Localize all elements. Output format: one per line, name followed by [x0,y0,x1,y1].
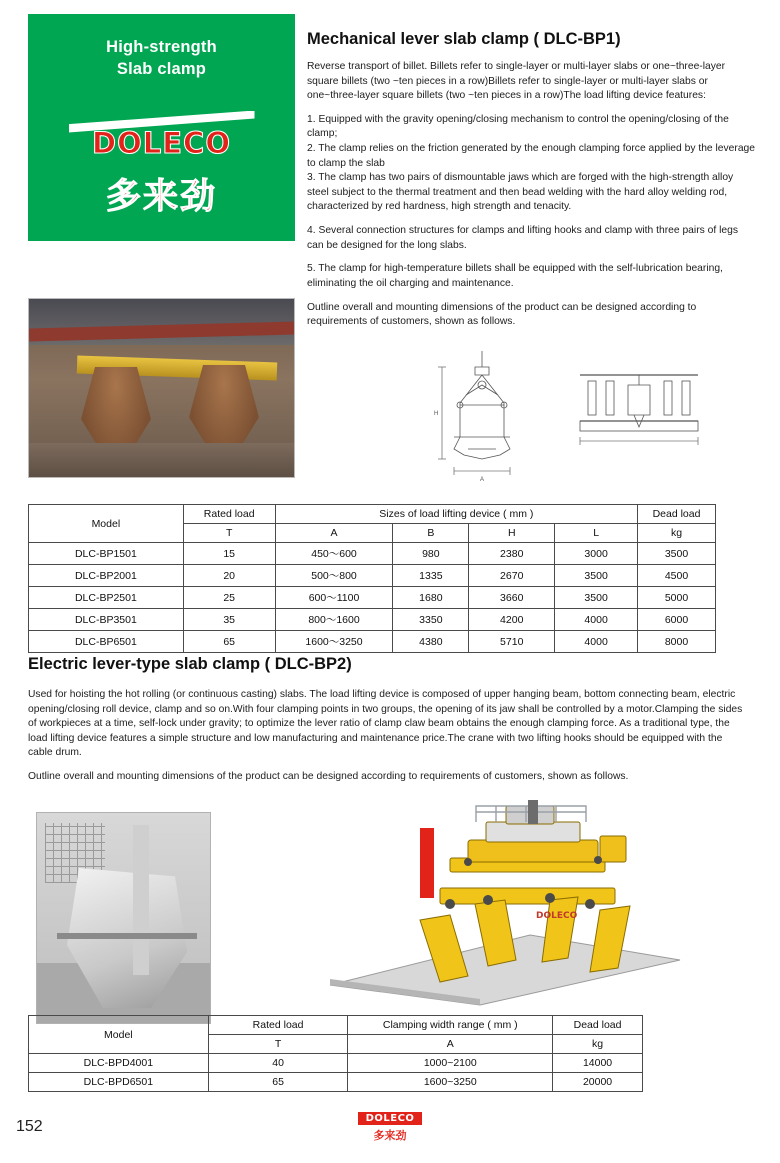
table2-r1-c1: 65 [208,1073,348,1092]
table1-r1-c5: 3500 [555,565,638,587]
section1-item4: 4. Several connection structures for clamps and lifting hooks and clamp with three pairs of legs can be designed for the long slabs. [307,225,738,251]
electric-clamp-svg [300,800,700,1010]
table1-r0-c4: 2380 [469,543,555,565]
table1-r0-c6: 3500 [638,543,716,565]
table2-r0-c3: 14000 [553,1054,643,1073]
table1-r3-c0: DLC-BP3501 [29,609,184,631]
table1-unit-h: H [469,524,555,543]
table1-r2-c5: 3500 [555,587,638,609]
electric-clamp-photo-bw [36,812,211,1024]
table1-th-sizes: Sizes of load lifting device ( mm ) [275,505,637,524]
table1-r4-c0: DLC-BP6501 [29,631,184,653]
table1-unit-kg: kg [638,524,716,543]
doleco-logo [67,111,257,219]
table2-r0-c0: DLC-BPD4001 [29,1054,209,1073]
logo-wordmark: DOLECO [92,125,231,160]
table1-r2-c2: 600～1100 [275,587,393,609]
table1-container [28,504,716,653]
table1-r1-c6: 4500 [638,565,716,587]
table2-r0-c1: 40 [208,1054,348,1073]
table2-unit-t: T [208,1035,348,1054]
table1-header-row [29,505,716,524]
table2-r1-c0: DLC-BPD6501 [29,1073,209,1092]
table1-r1-c3: 1335 [393,565,469,587]
table1-r0-c3: 980 [393,543,469,565]
section1-item5: 5. The clamp for high-temperature billets shall be equipped with the self-lubrication bearing, eliminating the oil charging and maintenance. [307,263,723,289]
table1-r0-c1: 15 [183,543,275,565]
table-row [29,587,716,609]
table1-r3-c6: 6000 [638,609,716,631]
table-row [29,631,716,653]
table2-container [28,1015,643,1092]
clamp-drawing-svg [420,345,720,485]
table-row [29,609,716,631]
section2-text-block [28,688,746,794]
table1-r0-c2: 450～600 [275,543,393,565]
table1-r4-c1: 65 [183,631,275,653]
table2-r1-c2: 1600~3250 [348,1073,553,1092]
table1-r4-c5: 4000 [555,631,638,653]
table2-unit-a: A [348,1035,553,1054]
electric-clamp-spec-table [28,1015,643,1092]
table1-r4-c2: 1600～3250 [275,631,393,653]
section2-para1: Used for hoisting the hot rolling (or continuous casting) slabs. The load lifting device is composed of upper hanging beam, bottom connecting beam, electric opening/closing roll device, clamp and so on.With four clamping points in two groups, the opening of its jaw shall be controlled by a motor.Clamping the sides of workpieces at a time, self-lock under gravity; to optimize the lever ratio of clamp claw beam obtains the enough clamping force. As a traditional type, the load lifting device features a simple structure and low manufacturing and maintenance price.The crane with two lifting hooks should be equipped with the cable drum. [28,689,743,759]
mechanical-clamp-photo [28,298,295,478]
section1-item2: 2. The clamp relies on the friction generated by the enough clamping force applied by the leverage to clamp the slab [307,143,756,169]
technical-drawings [420,345,720,485]
table2-th-model: Model [29,1016,209,1054]
table1-r1-c0: DLC-BP2001 [29,565,184,587]
table2-r1-c3: 20000 [553,1073,643,1092]
electric-clamp-illustration [300,800,700,1010]
section2-para2: Outline overall and mounting dimensions of the product can be designed according to requirements of customers, shown as follows. [28,771,629,783]
table-row [29,543,716,565]
footer-logo [0,1108,780,1143]
table-row [29,1054,643,1073]
brand-panel [28,14,295,241]
table1-th-model: Model [29,505,184,543]
table1-r2-c0: DLC-BP2501 [29,587,184,609]
table-row [29,1073,643,1092]
footer-logo-chinese: 多来劲 [373,1129,407,1142]
brand-title-line1: High-strength [106,38,217,56]
table1-r0-c5: 3000 [555,543,638,565]
footer-logo-wordmark: DOLECO [358,1112,423,1125]
table2-th-range: Clamping width range ( mm ) [348,1016,553,1035]
table1-r3-c3: 3350 [393,609,469,631]
table1-r2-c1: 25 [183,587,275,609]
table2-header-row [29,1016,643,1035]
table2-th-rated: Rated load [208,1016,348,1035]
table1-r3-c4: 4200 [469,609,555,631]
table1-r1-c2: 500～800 [275,565,393,587]
table1-unit-t: T [183,524,275,543]
table1-r2-c6: 5000 [638,587,716,609]
table1-unit-b: B [393,524,469,543]
brand-title-line2: Slab clamp [116,60,207,79]
page-number: 152 [16,1118,43,1135]
section1-intro: Reverse transport of billet. Billets refer to single-layer or multi-layer slabs or one~three-layer square billets (two ~ten pieces in a row)Billets refer to single-layer or multi-layer slabs or one~three-layer square billets (two ~ten pieces in a row)The load lifting device features: [307,61,726,102]
table1-r4-c4: 5710 [469,631,555,653]
section1-outline-note: Outline overall and mounting dimensions of the product can be designed according to requirements of customers, shown as follows. [307,301,697,328]
table1-th-rated: Rated load [183,505,275,524]
section1-text-block [307,30,757,339]
table1-r2-c4: 3660 [469,587,555,609]
table2-th-dead: Dead load [553,1016,643,1035]
table1-th-dead: Dead load [638,505,716,524]
table-row [29,565,716,587]
table1-r3-c2: 800～1600 [275,609,393,631]
table1-r4-c3: 4380 [393,631,469,653]
illustration-logo-text: DOLECO [536,911,578,921]
section2-heading: Electric lever-type slab clamp ( DLC-BP2) [28,655,352,673]
table1-unit-l: L [555,524,638,543]
section2-heading-block [28,655,728,685]
table1-r2-c3: 1680 [393,587,469,609]
table2-unit-kg: kg [553,1035,643,1054]
table2-r0-c2: 1000~2100 [348,1054,553,1073]
section1-item3: 3. The clamp has two pairs of dismountable jaws which are forged with the high-strength alloy steel subject to the thermal treatment and then bead welding with the hard alloy welding rod, characterized by red hardness, high strength and tenacity. [307,172,734,213]
table1-r3-c1: 35 [183,609,275,631]
brand-title [106,36,217,81]
table1-r4-c6: 8000 [638,631,716,653]
drawing-label-h: H [434,411,439,417]
table1-r1-c1: 20 [183,565,275,587]
drawing-label-a: A [480,477,485,483]
logo-swoosh-icon [69,111,255,163]
table1-r3-c5: 4000 [555,609,638,631]
table1-r0-c0: DLC-BP1501 [29,543,184,565]
table1-unit-a: A [275,524,393,543]
logo-chinese-name: 多来劲 [105,176,217,217]
section1-item1: 1. Equipped with the gravity opening/closing mechanism to control the opening/closing of the clamp; [307,113,729,140]
table1-r1-c4: 2670 [469,565,555,587]
mechanical-clamp-spec-table [28,504,716,653]
section1-heading: Mechanical lever slab clamp ( DLC-BP1) [307,30,621,48]
